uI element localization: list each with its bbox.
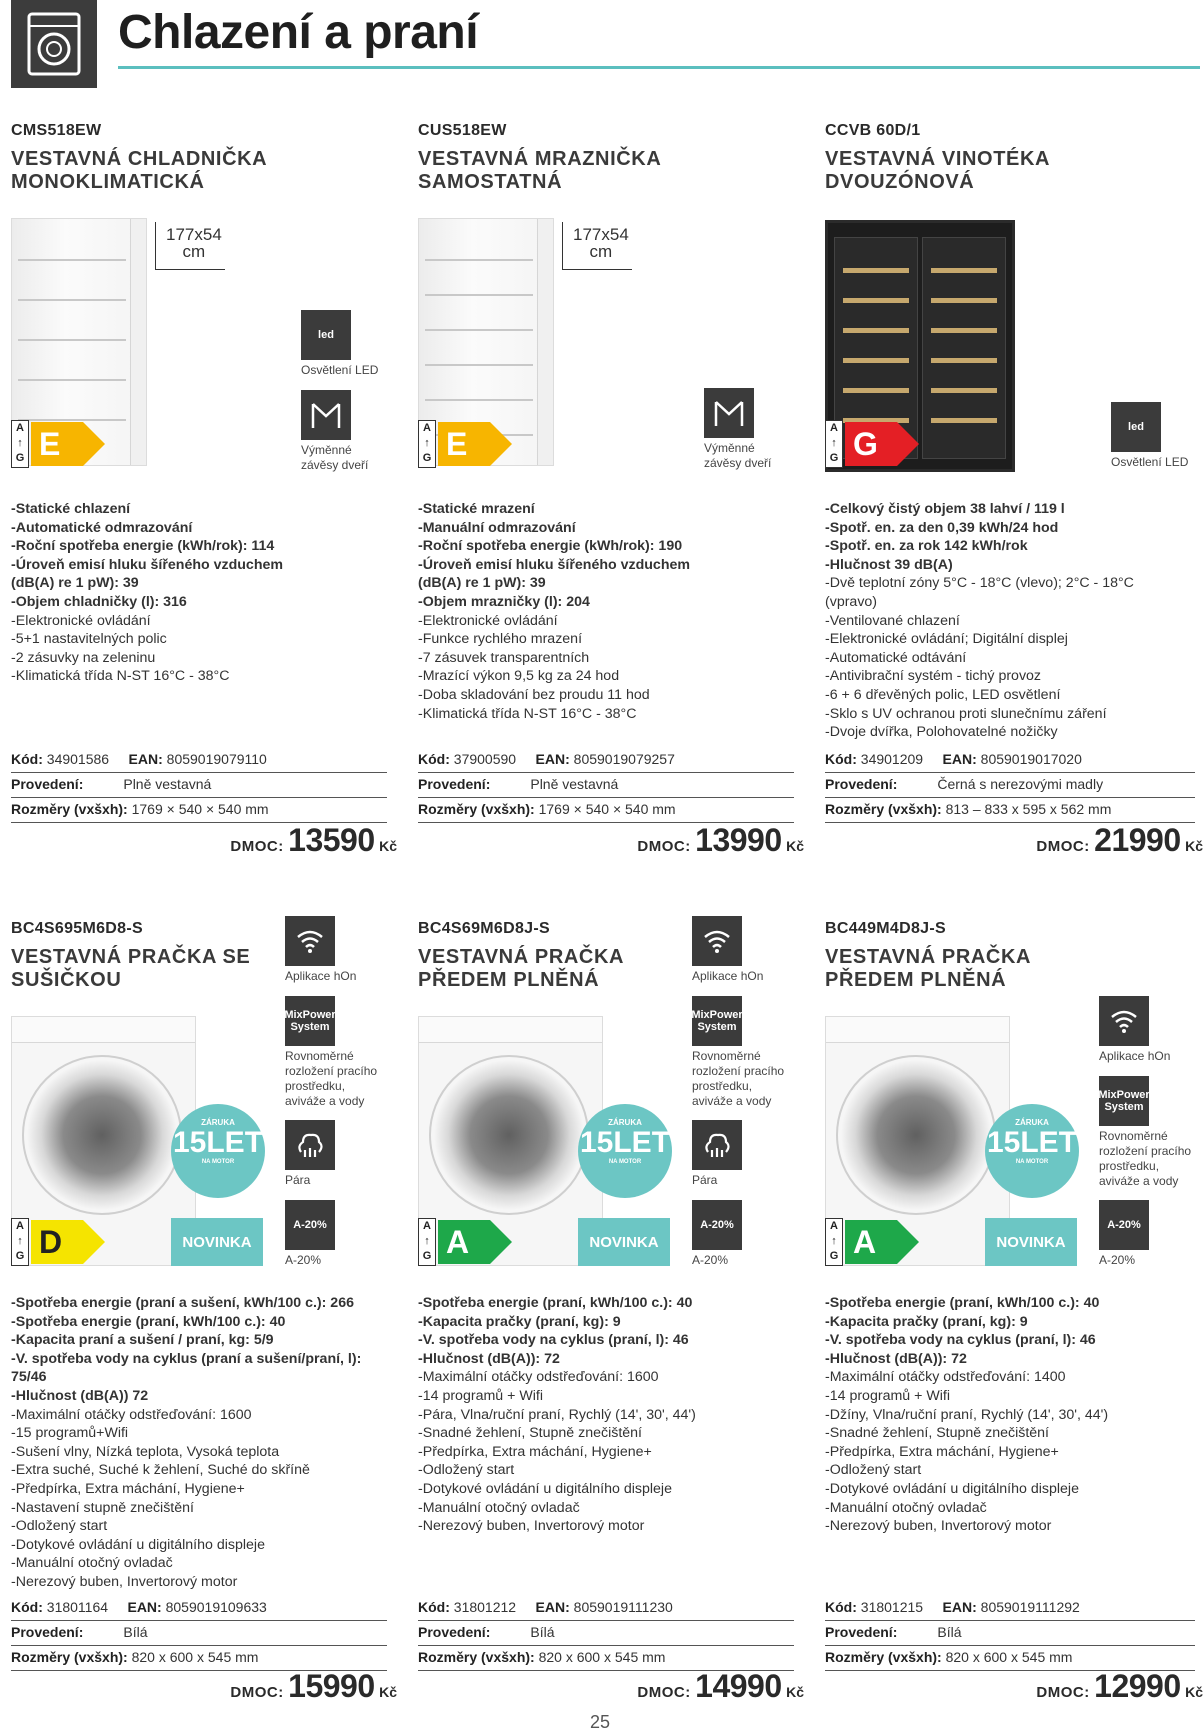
spec-item: -Předpírka, Extra máchání, Hygiene+ (11, 1480, 245, 1497)
feature-mixpower (692, 996, 790, 1109)
spec-item: -Ventilované chlazení (825, 612, 960, 629)
spec-item: -Odložený start (11, 1518, 108, 1535)
warranty-badge (985, 1104, 1079, 1198)
spec-item: -Spotř. en. za den 0,39 kWh/24 hod (825, 519, 1059, 536)
code-row: Kód: 31801212 EAN: 8059019111230 (418, 1596, 794, 1621)
wifi-icon (285, 916, 335, 966)
new-badge: NOVINKA (985, 1218, 1077, 1266)
feature-door-hinge (704, 388, 786, 471)
feature-steam (692, 1120, 774, 1188)
feature-steam (285, 1120, 367, 1188)
spec-item: -14 programů + Wifi (825, 1387, 950, 1404)
product-info (418, 748, 794, 823)
price-label: DMOC: (1036, 1684, 1090, 1701)
spec-item: -Objem mrazničky (l): 204 (418, 593, 590, 610)
door-hinge-icon (704, 388, 754, 438)
spec-item: -Kapacita pračky (praní, kg): 9 (825, 1313, 1028, 1330)
feature-a-class (692, 1200, 774, 1268)
feature-a-class (285, 1200, 367, 1268)
spec-item: -Dotykové ovládání u digitálního displeje (11, 1536, 265, 1553)
steam-icon (692, 1120, 742, 1170)
feature-led (301, 310, 383, 378)
energy-label (11, 1218, 107, 1266)
energy-class: G (845, 422, 897, 466)
dimensions-value: 820 x 600 x 545 mm (131, 1649, 259, 1665)
dimensions-value: 820 x 600 x 545 mm (538, 1649, 666, 1665)
spec-list (418, 500, 794, 723)
energy-scale: A ↑ G (418, 420, 436, 468)
finish-row: Provedení: Černá s nerezovými madly (825, 773, 1195, 798)
energy-class: E (438, 422, 490, 466)
dimensions-value: 1769 × 540 × 540 mm (538, 801, 676, 817)
finish-value: Černá s nerezovými madly (937, 776, 1104, 792)
spec-item: -Klimatická třída N-ST 16°C - 38°C (418, 705, 637, 722)
warranty-line1: ZÁRUKA (608, 1118, 642, 1127)
header-divider (118, 66, 1200, 69)
product-card-bc4s695m6d8s (11, 916, 397, 1706)
spec-item: -Úroveň emisí hluku šířeného vzduchem (11, 556, 283, 573)
finish-value: Bílá (530, 1624, 555, 1640)
price-currency: Kč (786, 1684, 804, 1700)
dimensions-row: Rozměry (vxšxh): 820 x 600 x 545 mm (825, 1646, 1195, 1671)
feature-label: Osvětlení LED (1111, 455, 1189, 469)
spec-item: -15 programů+Wifi (11, 1425, 129, 1442)
code-row: Kód: 34901586 EAN: 8059019079110 (11, 748, 387, 773)
product-name: VESTAVNÁ VINOTÉKA DVOUZÓNOVÁ (825, 148, 1050, 193)
spec-item: -6 + 6 dřevěných polic, LED osvětlení (825, 686, 1061, 703)
spec-item: -Funkce rychlého mrazení (418, 631, 583, 648)
spec-item: -Klimatická třída N-ST 16°C - 38°C (11, 668, 230, 685)
product-code: 34901586 (46, 751, 110, 767)
feature-label: A-20% (692, 1253, 729, 1267)
spec-item: -Spotřeba energie (praní, kWh/100 c.): 40 (11, 1313, 286, 1330)
product-code: 31801164 (46, 1599, 109, 1615)
spec-item: -Dotykové ovládání u digitálního displeje (418, 1480, 672, 1497)
price-currency: Kč (1185, 838, 1203, 854)
door-hinge-icon (301, 390, 351, 440)
dimensions-value: 820 x 600 x 545 mm (945, 1649, 1073, 1665)
spec-list (825, 1294, 1201, 1536)
spec-item: -Elektronické ovládání (418, 612, 558, 629)
spec-item: -Džíny, Vlna/ruční praní, Rychlý (14', 30', 44') (825, 1406, 1109, 1423)
feature-label: Aplikace hOn (692, 969, 764, 983)
mixpower-system-icon: MixPower System (692, 996, 742, 1046)
price-label: DMOC: (230, 838, 284, 855)
spec-item: -Manuální otočný ovladač (825, 1499, 987, 1516)
dimension-text: 177x54 cm (166, 225, 222, 261)
spec-item: -Odložený start (825, 1462, 922, 1479)
spec-item: -5+1 nastavitelných polic (11, 631, 167, 648)
energy-scale: A ↑ G (825, 1218, 843, 1266)
product-code: 31801215 (860, 1599, 924, 1615)
washing-machine-icon (11, 0, 97, 88)
product-info (825, 748, 1195, 823)
finish-row: Provedení: Bílá (418, 1621, 794, 1646)
price-label: DMOC: (1036, 838, 1090, 855)
price-currency: Kč (379, 838, 397, 854)
spec-item: -Hlučnost (dB(A)) 72 (11, 1387, 149, 1404)
price-value: 15990 (288, 1668, 375, 1704)
energy-class: E (31, 422, 83, 466)
spec-list (825, 500, 1201, 742)
led-icon: led (1111, 402, 1161, 452)
steam-icon (285, 1120, 335, 1170)
finish-value: Plně vestavná (530, 776, 619, 792)
ean-code: 8059019079257 (573, 751, 675, 767)
a-class-icon: A-20% (692, 1200, 742, 1250)
finish-row: Provedení: Bílá (825, 1621, 1195, 1646)
spec-item: -Manuální otočný ovladač (11, 1555, 173, 1572)
price-value: 21990 (1094, 822, 1181, 858)
model-code: CUS518EW (418, 122, 507, 139)
ean-code: 8059019017020 (980, 751, 1082, 767)
feature-label: Aplikace hOn (1099, 1049, 1171, 1063)
spec-item: -Maximální otáčky odstřeďování: 1400 (825, 1369, 1066, 1386)
ean-code: 8059019109633 (165, 1599, 267, 1615)
dimensions-row: Rozměry (vxšxh): 813 – 833 x 595 x 562 mm (825, 798, 1195, 823)
feature-label: Rovnoměrné rozložení pracího prostředku, aviváže a vody (285, 1049, 378, 1108)
price-value: 14990 (695, 1668, 782, 1704)
spec-item: -Sušení vlny, Nízká teplota, Vysoká teplota (11, 1443, 280, 1460)
feature-app (1099, 996, 1181, 1064)
energy-class: D (31, 1220, 83, 1264)
spec-item: -Elektronické ovládání; Digitální displej (825, 631, 1068, 648)
price-label: DMOC: (230, 1684, 284, 1701)
spec-item: -Celkový čistý objem 38 lahví / 119 l (825, 501, 1065, 517)
dimensions-value: 1769 × 540 × 540 mm (131, 801, 269, 817)
spec-item: -Kapacita praní a sušení / praní, kg: 5/9 (11, 1332, 274, 1349)
feature-label: Osvětlení LED (301, 363, 379, 377)
spec-item: -Dotykové ovládání u digitálního displeje (825, 1480, 1079, 1497)
price-currency: Kč (786, 838, 804, 854)
energy-scale: A ↑ G (11, 420, 29, 468)
spec-item: -Předpírka, Extra máchání, Hygiene+ (418, 1443, 652, 1460)
product-name: VESTAVNÁ CHLADNIČKA MONOKLIMATICKÁ (11, 148, 267, 193)
energy-label (418, 420, 514, 468)
finish-value: Bílá (937, 1624, 962, 1640)
model-code: BC4S69M6D8J-S (418, 920, 550, 937)
warranty-line2: 15LET (986, 1126, 1078, 1159)
energy-class: A (845, 1220, 897, 1264)
warranty-line2: 15LET (579, 1126, 671, 1159)
spec-item: -7 zásuvek transparentních (418, 649, 590, 666)
spec-item: -Objem chladničky (l): 316 (11, 593, 187, 610)
ean-code: 8059019079110 (166, 751, 267, 767)
product-card-cms518ew (11, 118, 397, 858)
product-name: VESTAVNÁ PRAČKA SE SUŠIČKOU (11, 946, 251, 991)
spec-item: -Sklo s UV ochranou proti slunečnímu záření (825, 705, 1107, 722)
energy-label (825, 420, 921, 468)
wifi-icon (692, 916, 742, 966)
spec-item: -V. spotřeba vody na cyklus (praní, l): 46 (418, 1332, 689, 1349)
model-code: BC449M4D8J-S (825, 920, 946, 937)
price (637, 822, 804, 859)
feature-label: Pára (285, 1173, 311, 1187)
spec-item: -Maximální otáčky odstřeďování: 1600 (11, 1406, 252, 1423)
spec-item: -Nerezový buben, Invertorový motor (418, 1518, 645, 1535)
code-row: Kód: 31801215 EAN: 8059019111292 (825, 1596, 1195, 1621)
dimensions-value: 813 – 833 x 595 x 562 mm (945, 801, 1112, 817)
spec-item: -Maximální otáčky odstřeďování: 1600 (418, 1369, 659, 1386)
spec-item: -Statické mrazení (418, 501, 535, 517)
a-class-icon: A-20% (1099, 1200, 1149, 1250)
spec-item: (vpravo) (825, 593, 878, 610)
price-value: 13590 (288, 822, 375, 858)
product-info (11, 748, 387, 823)
price (1036, 1668, 1203, 1705)
feature-label: Aplikace hOn (285, 969, 357, 983)
spec-item: (dB(A) re 1 pW): 39 (11, 575, 139, 592)
spec-item: -Pára, Vlna/ruční praní, Rychlý (14', 30', 44') (418, 1406, 696, 1423)
feature-label: A-20% (285, 1253, 322, 1267)
mixpower-system-icon: MixPower System (285, 996, 335, 1046)
spec-item: -Nastavení stupně znečištění (11, 1499, 194, 1516)
feature-label: Rovnoměrné rozložení pracího prostředku, aviváže a vody (692, 1049, 785, 1108)
spec-item: -Spotřeba energie (praní a sušení, kWh/100 c.): 266 (11, 1295, 354, 1311)
warranty-badge (578, 1104, 672, 1198)
spec-item: -V. spotřeba vody na cyklus (praní, l): 46 (825, 1332, 1096, 1349)
spec-item: -Mrazící výkon 9,5 kg za 24 hod (418, 668, 620, 685)
price (230, 1668, 397, 1705)
spec-list (418, 1294, 794, 1536)
price-currency: Kč (379, 1684, 397, 1700)
feature-app (285, 916, 367, 984)
energy-label (418, 1218, 514, 1266)
code-row: Kód: 31801164 EAN: 8059019109633 (11, 1596, 387, 1621)
product-name: VESTAVNÁ PRAČKA PŘEDEM PLNĚNÁ (418, 946, 624, 991)
price-label: DMOC: (637, 1684, 691, 1701)
page-title: Chlazení a praní (118, 6, 479, 59)
product-card-ccvb60d1 (825, 118, 1201, 858)
spec-item: -Spotřeba energie (praní, kWh/100 c.): 40 (825, 1295, 1100, 1311)
price-label: DMOC: (637, 838, 691, 855)
spec-item: -Dvě teplotní zóny 5°C - 18°C (vlevo); 2°C - 18°C (825, 575, 1134, 592)
spec-item: -Snadné žehlení, Stupně znečištění (418, 1425, 643, 1442)
product-name: VESTAVNÁ MRAZNIČKA SAMOSTATNÁ (418, 148, 661, 193)
product-info (11, 1596, 387, 1671)
spec-item: -Snadné žehlení, Stupně znečištění (825, 1425, 1050, 1442)
feature-label: A-20% (1099, 1253, 1136, 1267)
finish-row: Provedení: Plně vestavná (11, 773, 387, 798)
spec-item: -Doba skladování bez proudu 11 hod (418, 686, 650, 703)
dimension-text: 177x54 cm (573, 225, 629, 261)
spec-list (11, 500, 387, 686)
warranty-line3: NA MOTOR (1015, 1159, 1049, 1165)
code-row: Kód: 37900590 EAN: 8059019079257 (418, 748, 794, 773)
spec-item: -Odložený start (418, 1462, 515, 1479)
model-code: CMS518EW (11, 122, 102, 139)
price (230, 822, 397, 859)
dimension-indicator (155, 222, 225, 270)
product-info (825, 1596, 1195, 1671)
spec-item: -Hlučnost (dB(A)): 72 (418, 1350, 560, 1367)
model-code: CCVB 60D/1 (825, 122, 921, 139)
feature-label: Výměnné závěsy dveří (704, 441, 772, 470)
feature-led (1111, 402, 1193, 470)
spec-item: -Manuální odmrazování (418, 519, 576, 536)
spec-item: (dB(A) re 1 pW): 39 (418, 575, 546, 592)
spec-item: -Hlučnost (dB(A)): 72 (825, 1350, 967, 1367)
energy-label (825, 1218, 921, 1266)
spec-item: -Hlučnost 39 dB(A) (825, 556, 953, 573)
spec-item: -Roční spotřeba energie (kWh/rok): 190 (418, 538, 683, 555)
product-card-bc449m4d8js (825, 916, 1201, 1706)
spec-item: -Automatické odmrazování (11, 519, 193, 536)
spec-item: -14 programů + Wifi (418, 1387, 543, 1404)
a-class-icon: A-20% (285, 1200, 335, 1250)
price-currency: Kč (1185, 1684, 1203, 1700)
spec-item: -Elektronické ovládání (11, 612, 151, 629)
spec-item: -V. spotřeba vody na cyklus (praní a sušení/praní, l): 75/46 (11, 1350, 362, 1386)
warranty-line3: NA MOTOR (201, 1159, 235, 1165)
dimension-indicator (562, 222, 632, 270)
product-code: 34901209 (860, 751, 924, 767)
finish-row: Provedení: Plně vestavná (418, 773, 794, 798)
energy-scale: A ↑ G (11, 1218, 29, 1266)
product-card-cus518ew (418, 118, 804, 858)
led-icon: led (301, 310, 351, 360)
spec-item: -Nerezový buben, Invertorový motor (11, 1573, 238, 1590)
spec-item: -Roční spotřeba energie (kWh/rok): 114 (11, 538, 275, 555)
wifi-icon (1099, 996, 1149, 1046)
spec-item: -Spotřeba energie (praní, kWh/100 c.): 40 (418, 1295, 693, 1311)
feature-app (692, 916, 774, 984)
product-code: 37900590 (453, 751, 517, 767)
spec-item: -Statické chlazení (11, 501, 131, 517)
feature-label: Pára (692, 1173, 718, 1187)
ean-code: 8059019111230 (573, 1599, 673, 1615)
energy-scale: A ↑ G (825, 420, 843, 468)
feature-mixpower (1099, 1076, 1197, 1189)
code-row: Kód: 34901209 EAN: 8059019017020 (825, 748, 1195, 773)
spec-item: -Úroveň emisí hluku šířeného vzduchem (418, 556, 690, 573)
spec-item: -2 zásuvky na zeleninu (11, 649, 156, 666)
warranty-line1: ZÁRUKA (1015, 1118, 1049, 1127)
warranty-line3: NA MOTOR (608, 1159, 642, 1165)
spec-item: -Manuální otočný ovladač (418, 1499, 580, 1516)
spec-item: -Automatické odtávání (825, 649, 967, 666)
warranty-line1: ZÁRUKA (201, 1118, 235, 1127)
spec-item: -Extra suché, Suché k žehlení, Suché do skříně (11, 1462, 310, 1479)
price (637, 1668, 804, 1705)
product-card-bc4s69m6d8js (418, 916, 804, 1706)
product-info (418, 1596, 794, 1671)
page-number: 25 (589, 1712, 611, 1732)
warranty-badge (171, 1104, 265, 1198)
spec-list (11, 1294, 387, 1592)
finish-row: Provedení: Bílá (11, 1621, 387, 1646)
new-badge: NOVINKA (578, 1218, 670, 1266)
finish-value: Bílá (123, 1624, 148, 1640)
spec-item: -Antivibrační systém - tichý provoz (825, 668, 1042, 685)
model-code: BC4S695M6D8-S (11, 920, 143, 937)
dimensions-row: Rozměry (vxšxh): 820 x 600 x 545 mm (11, 1646, 387, 1671)
spec-item: -Nerezový buben, Invertorový motor (825, 1518, 1052, 1535)
spec-item: -Dvoje dvířka, Polohovatelné nožičky (825, 724, 1058, 741)
spec-item: -Kapacita pračky (praní, kg): 9 (418, 1313, 621, 1330)
new-badge: NOVINKA (171, 1218, 263, 1266)
dimensions-row: Rozměry (vxšxh): 1769 × 540 × 540 mm (418, 798, 794, 823)
finish-value: Plně vestavná (123, 776, 212, 792)
energy-label (11, 420, 107, 468)
spec-item: -Předpírka, Extra máchání, Hygiene+ (825, 1443, 1059, 1460)
ean-code: 8059019111292 (980, 1599, 1080, 1615)
price-value: 12990 (1094, 1668, 1181, 1704)
price-value: 13990 (695, 822, 782, 858)
dimensions-row: Rozměry (vxšxh): 820 x 600 x 545 mm (418, 1646, 794, 1671)
mixpower-system-icon: MixPower System (1099, 1076, 1149, 1126)
feature-door-hinge (301, 390, 383, 473)
feature-a-class (1099, 1200, 1181, 1268)
feature-mixpower (285, 996, 383, 1109)
dimensions-row: Rozměry (vxšxh): 1769 × 540 × 540 mm (11, 798, 387, 823)
energy-scale: A ↑ G (418, 1218, 436, 1266)
warranty-line2: 15LET (172, 1126, 264, 1159)
feature-label: Rovnoměrné rozložení pracího prostředku, aviváže a vody (1099, 1129, 1192, 1188)
product-name: VESTAVNÁ PRAČKA PŘEDEM PLNĚNÁ (825, 946, 1031, 991)
feature-label: Výměnné závěsy dveří (301, 443, 369, 472)
product-code: 31801212 (453, 1599, 517, 1615)
price (1036, 822, 1203, 859)
energy-class: A (438, 1220, 490, 1264)
spec-item: -Spotř. en. za rok 142 kWh/rok (825, 538, 1028, 555)
